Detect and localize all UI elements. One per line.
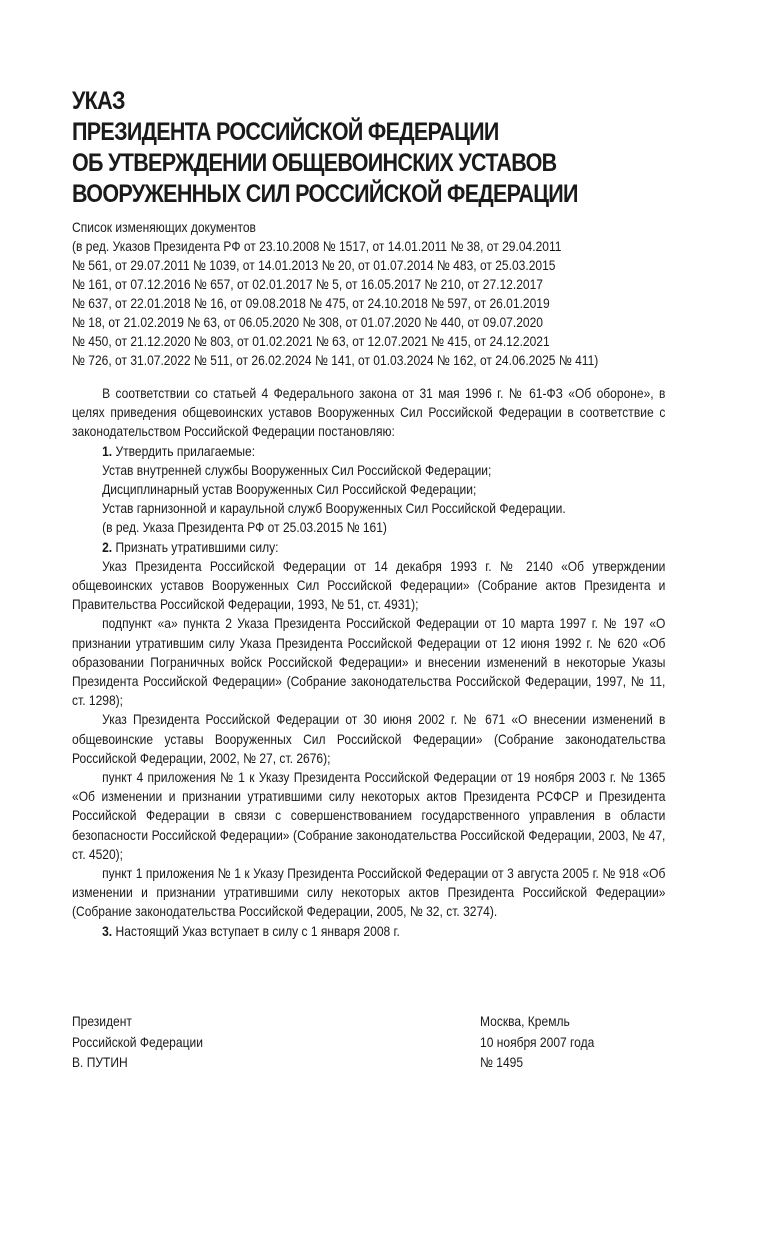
- issue-number: № 1495: [480, 1054, 524, 1070]
- item-text: Утвердить прилагаемые:: [115, 442, 256, 459]
- document-page: [72, 86, 666, 1070]
- repealed-item: пункт 1 приложения № 1 к Указу Президента Российской Федерации от 3 августа 2005 г. № 918 «Об изменении и признании утратившими силу некоторых актов Президента Российской Федерации» (Собрание законодательства Российской Федерации, 2005, № 32, ст. 3274).: [72, 865, 666, 920]
- repealed-item: пункт 4 приложения № 1 к Указу Президента Российской Федерации от 19 ноября 2003 г. № 1365 «Об изменении и признании утратившими силу некоторых актов Президента РСФСР и Президента Российской Федерации в связи с совершенствованием государственного управления в области безопасности Российской Федерации» (Собрание законодательства Российской Федерации, 2003, № 47, ст. 4520);: [72, 769, 666, 862]
- title-line: ОБ УТВЕРЖДЕНИИ ОБЩЕВОИНСКИХ УСТАВОВ: [72, 149, 557, 177]
- amendments-line: Список изменяющих документов: [72, 219, 256, 235]
- amendments-line: № 161, от 07.12.2016 № 657, от 02.01.2017 № 5, от 16.05.2017 № 210, от 27.12.2017: [72, 276, 544, 292]
- amendments-list: [72, 218, 665, 370]
- signatory: [72, 1011, 203, 1073]
- amendments-line: (в ред. Указов Президента РФ от 23.10.2008 № 1517, от 14.01.2011 № 38, от 29.04.2011: [72, 238, 562, 254]
- signatory-line: Президент: [72, 1013, 132, 1029]
- decree-body: [72, 384, 665, 941]
- title-line: ПРЕЗИДЕНТА РОССИЙСКОЙ ФЕДЕРАЦИИ: [72, 118, 499, 146]
- approved-item: Устав внутренней службы Вооруженных Сил Российской Федерации;: [102, 461, 492, 478]
- amendments-line: № 561, от 29.07.2011 № 1039, от 14.01.2013 № 20, от 01.07.2014 № 483, от 25.03.2015: [72, 257, 556, 273]
- intro-paragraph: В соответствии со статьей 4 Федерального закона от 31 мая 1996 г. № 61-ФЗ «Об обороне», в целях приведения общевоинских уставов Вооруженных Сил Российской Федерации в соответствие с законодательством Российской Федерации постановляю:: [72, 385, 666, 440]
- amendments-line: № 18, от 21.02.2019 № 63, от 06.05.2020 № 308, от 01.07.2020 № 440, от 09.07.2020: [72, 314, 544, 330]
- amendment-note: (в ред. Указа Президента РФ от 25.03.2015 № 161): [102, 519, 387, 536]
- signatory-line: Российской Федерации: [72, 1033, 203, 1050]
- approved-item: Дисциплинарный устав Вооруженных Сил Российской Федерации;: [102, 481, 477, 498]
- item-number: 3.: [102, 922, 113, 939]
- issue-details: [480, 1011, 594, 1073]
- repealed-item: Указ Президента Российской Федерации от 30 июня 2002 г. № 671 «О внесении изменений в общевоинские уставы Вооруженных Сил Российской Федерации» (Собрание законодательства Российской Федерации, 2002, № 27, ст. 2676);: [72, 711, 666, 766]
- item-text: Признать утратившими силу:: [115, 538, 279, 555]
- issue-place: Москва, Кремль: [480, 1013, 570, 1029]
- title-line: ВООРУЖЕННЫХ СИЛ РОССИЙСКОЙ ФЕДЕРАЦИИ: [72, 180, 578, 208]
- item-3: [72, 922, 665, 941]
- approved-item: Устав гарнизонной и караульной служб Вооруженных Сил Российской Федерации.: [102, 500, 566, 517]
- issue-date: 10 ноября 2007 года: [480, 1033, 595, 1050]
- item-number: 1.: [102, 442, 113, 459]
- repealed-item: подпункт «а» пункта 2 Указа Президента Российской Федерации от 10 марта 1997 г. № 197 «О признании утратившим силу Указа Президента Российской Федерации от 12 июня 1992 г. № 620 «Об образовании Пограничных войск Российской Федерации» и внесении изменений в некоторые Указы Президента Российской Федерации» (Собрание законодательства Российской Федерации, 1997, № 11, ст. 1298);: [72, 615, 666, 709]
- title-line: УКАЗ: [72, 87, 125, 115]
- item-1: [72, 442, 665, 461]
- item-number: 2.: [102, 538, 113, 555]
- repealed-item: Указ Президента Российской Федерации от 14 декабря 1993 г. № 2140 «Об утверждении общевоинских уставов Вооруженных Сил Российской Федерации» (Собрание актов Президента и Правительства Российской Федерации, 1993, № 51, ст. 4931);: [72, 557, 666, 613]
- amendments-line: № 637, от 22.01.2018 № 16, от 09.08.2018 № 475, от 24.10.2018 № 597, от 26.01.2019: [72, 295, 550, 311]
- document-title: [72, 86, 665, 210]
- signatory-name: В. ПУТИН: [72, 1054, 128, 1070]
- amendments-line: № 450, от 21.12.2020 № 803, от 01.02.2021 № 63, от 12.07.2021 № 415, от 24.12.2021: [72, 333, 550, 349]
- amendments-line: № 726, от 31.07.2022 № 511, от 26.02.2024 № 141, от 01.03.2024 № 162, от 24.06.2025 № 411): [72, 352, 599, 368]
- item-2: [72, 538, 665, 557]
- item-text: Настоящий Указ вступает в силу с 1 января 2008 г.: [115, 922, 400, 939]
